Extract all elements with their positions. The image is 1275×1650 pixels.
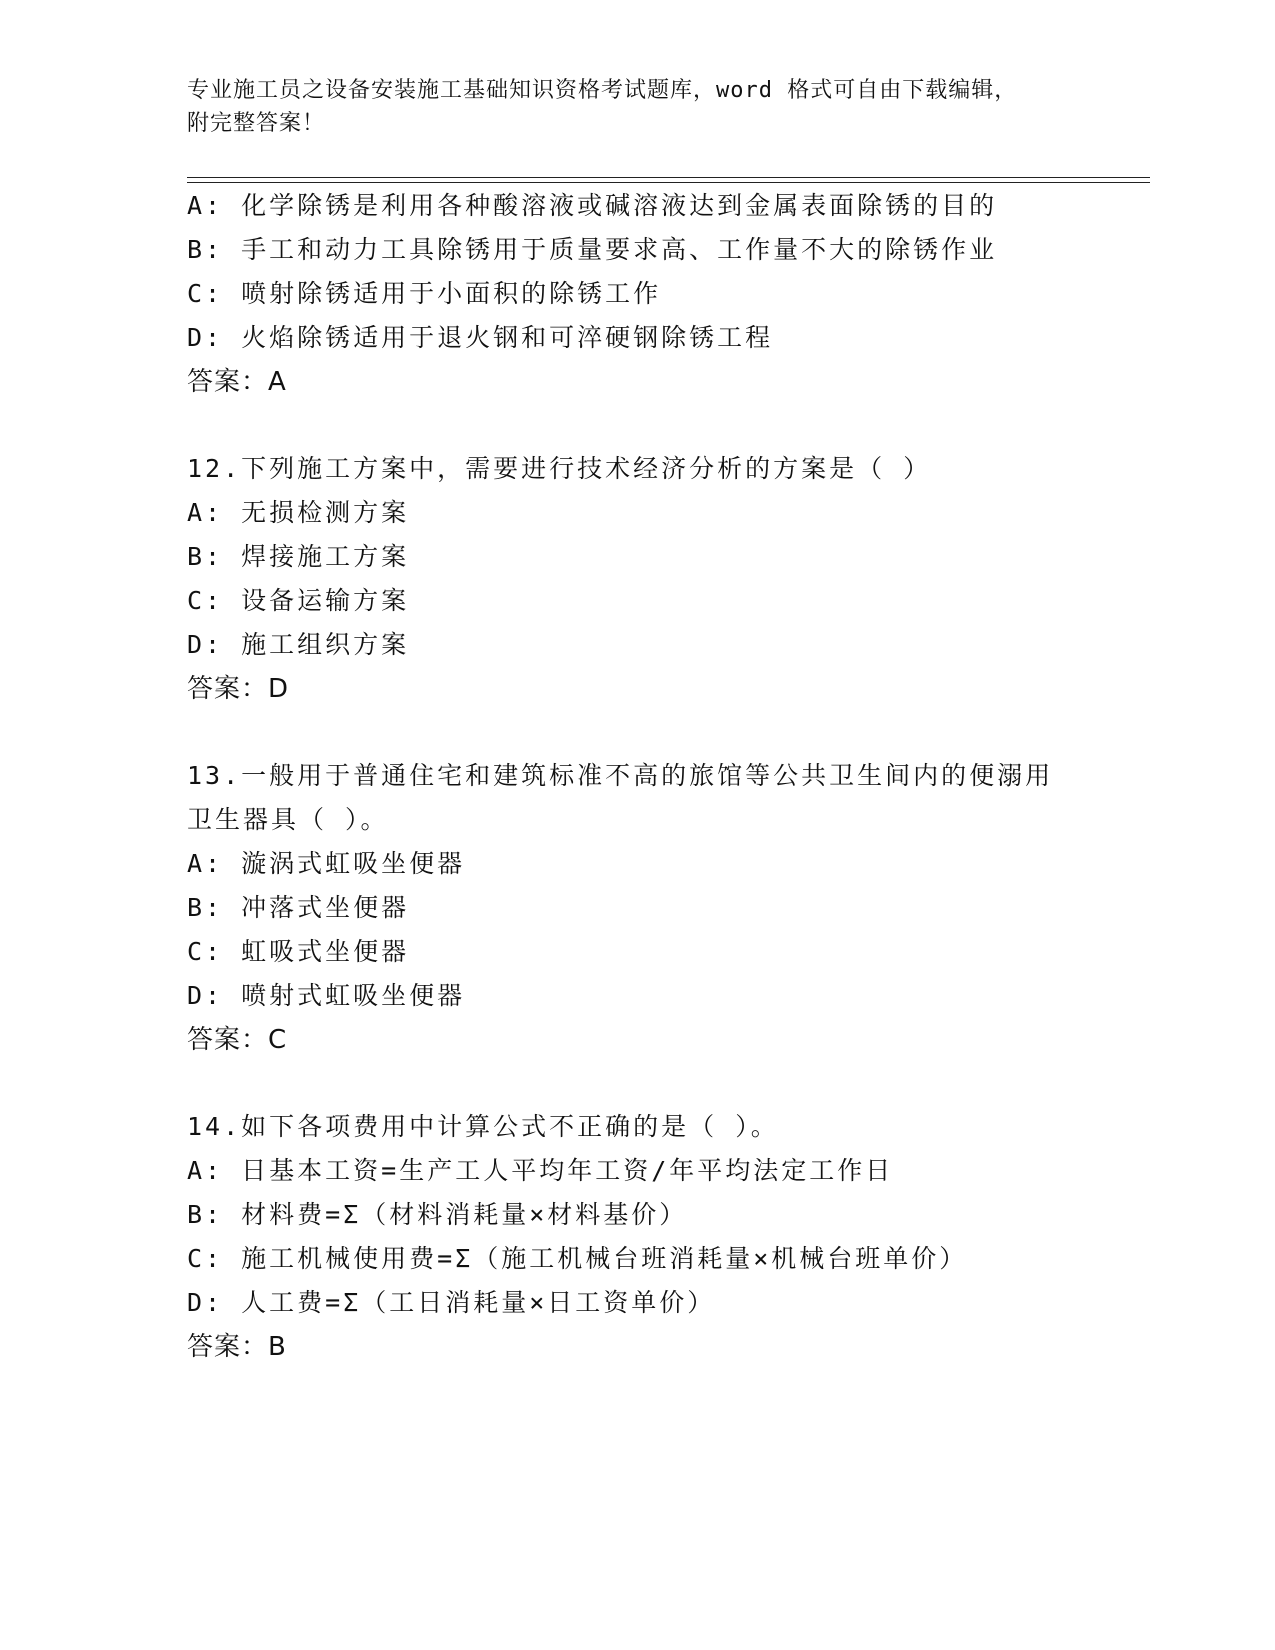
q12-option-c: C: 设备运输方案	[187, 586, 410, 615]
header-divider-bottom	[187, 182, 1150, 183]
q11-option-c: C: 喷射除锈适用于小面积的除锈工作	[187, 279, 662, 308]
q12-answer: 答案：D	[187, 674, 290, 704]
header-divider-top	[187, 177, 1150, 178]
q14-option-d: D: 人工费=Σ（工日消耗量×日工资单价）	[187, 1288, 716, 1317]
q12-stem: 12.下列施工方案中，需要进行技术经济分析的方案是（ ）	[187, 454, 932, 483]
q13-option-c: C: 虹吸式坐便器	[187, 937, 410, 966]
q11-answer: 答案：A	[187, 367, 287, 397]
q12-option-d: D: 施工组织方案	[187, 630, 410, 659]
q13-option-d: D: 喷射式虹吸坐便器	[187, 981, 466, 1010]
q13-stem-line-1: 13.一般用于普通住宅和建筑标准不高的旅馆等公共卫生间内的便溺用	[187, 761, 1054, 790]
document-header	[187, 74, 1067, 140]
header-title-line-1: 专业施工员之设备安装施工基础知识资格考试题库，word 格式可自由下载编辑，	[187, 78, 1018, 103]
q14-stem: 14.如下各项费用中计算公式不正确的是（ ）。	[187, 1112, 779, 1141]
q11-option-d: D: 火焰除锈适用于退火钢和可淬硬钢除锈工程	[187, 323, 774, 352]
q11-option-a: A: 化学除锈是利用各种酸溶液或碱溶液达到金属表面除锈的目的	[187, 191, 998, 220]
q14-answer: 答案：B	[187, 1332, 287, 1362]
q14-option-a: A: 日基本工资=生产工人平均年工资/年平均法定工作日	[187, 1156, 894, 1185]
q14-option-b: B: 材料费=Σ（材料消耗量×材料基价）	[187, 1200, 688, 1229]
header-title-line-2: 附完整答案！	[187, 111, 326, 136]
q13-option-b: B: 冲落式坐便器	[187, 893, 410, 922]
q11-option-b: B: 手工和动力工具除锈用于质量要求高、工作量不大的除锈作业	[187, 235, 998, 264]
q13-option-a: A: 漩涡式虹吸坐便器	[187, 849, 466, 878]
q12-option-a: A: 无损检测方案	[187, 498, 410, 527]
q12-option-b: B: 焊接施工方案	[187, 542, 410, 571]
q13-stem-line-2: 卫生器具（ ）。	[187, 805, 389, 834]
q14-option-c: C: 施工机械使用费=Σ（施工机械台班消耗量×机械台班单价）	[187, 1244, 968, 1273]
q13-answer: 答案：C	[187, 1025, 288, 1055]
